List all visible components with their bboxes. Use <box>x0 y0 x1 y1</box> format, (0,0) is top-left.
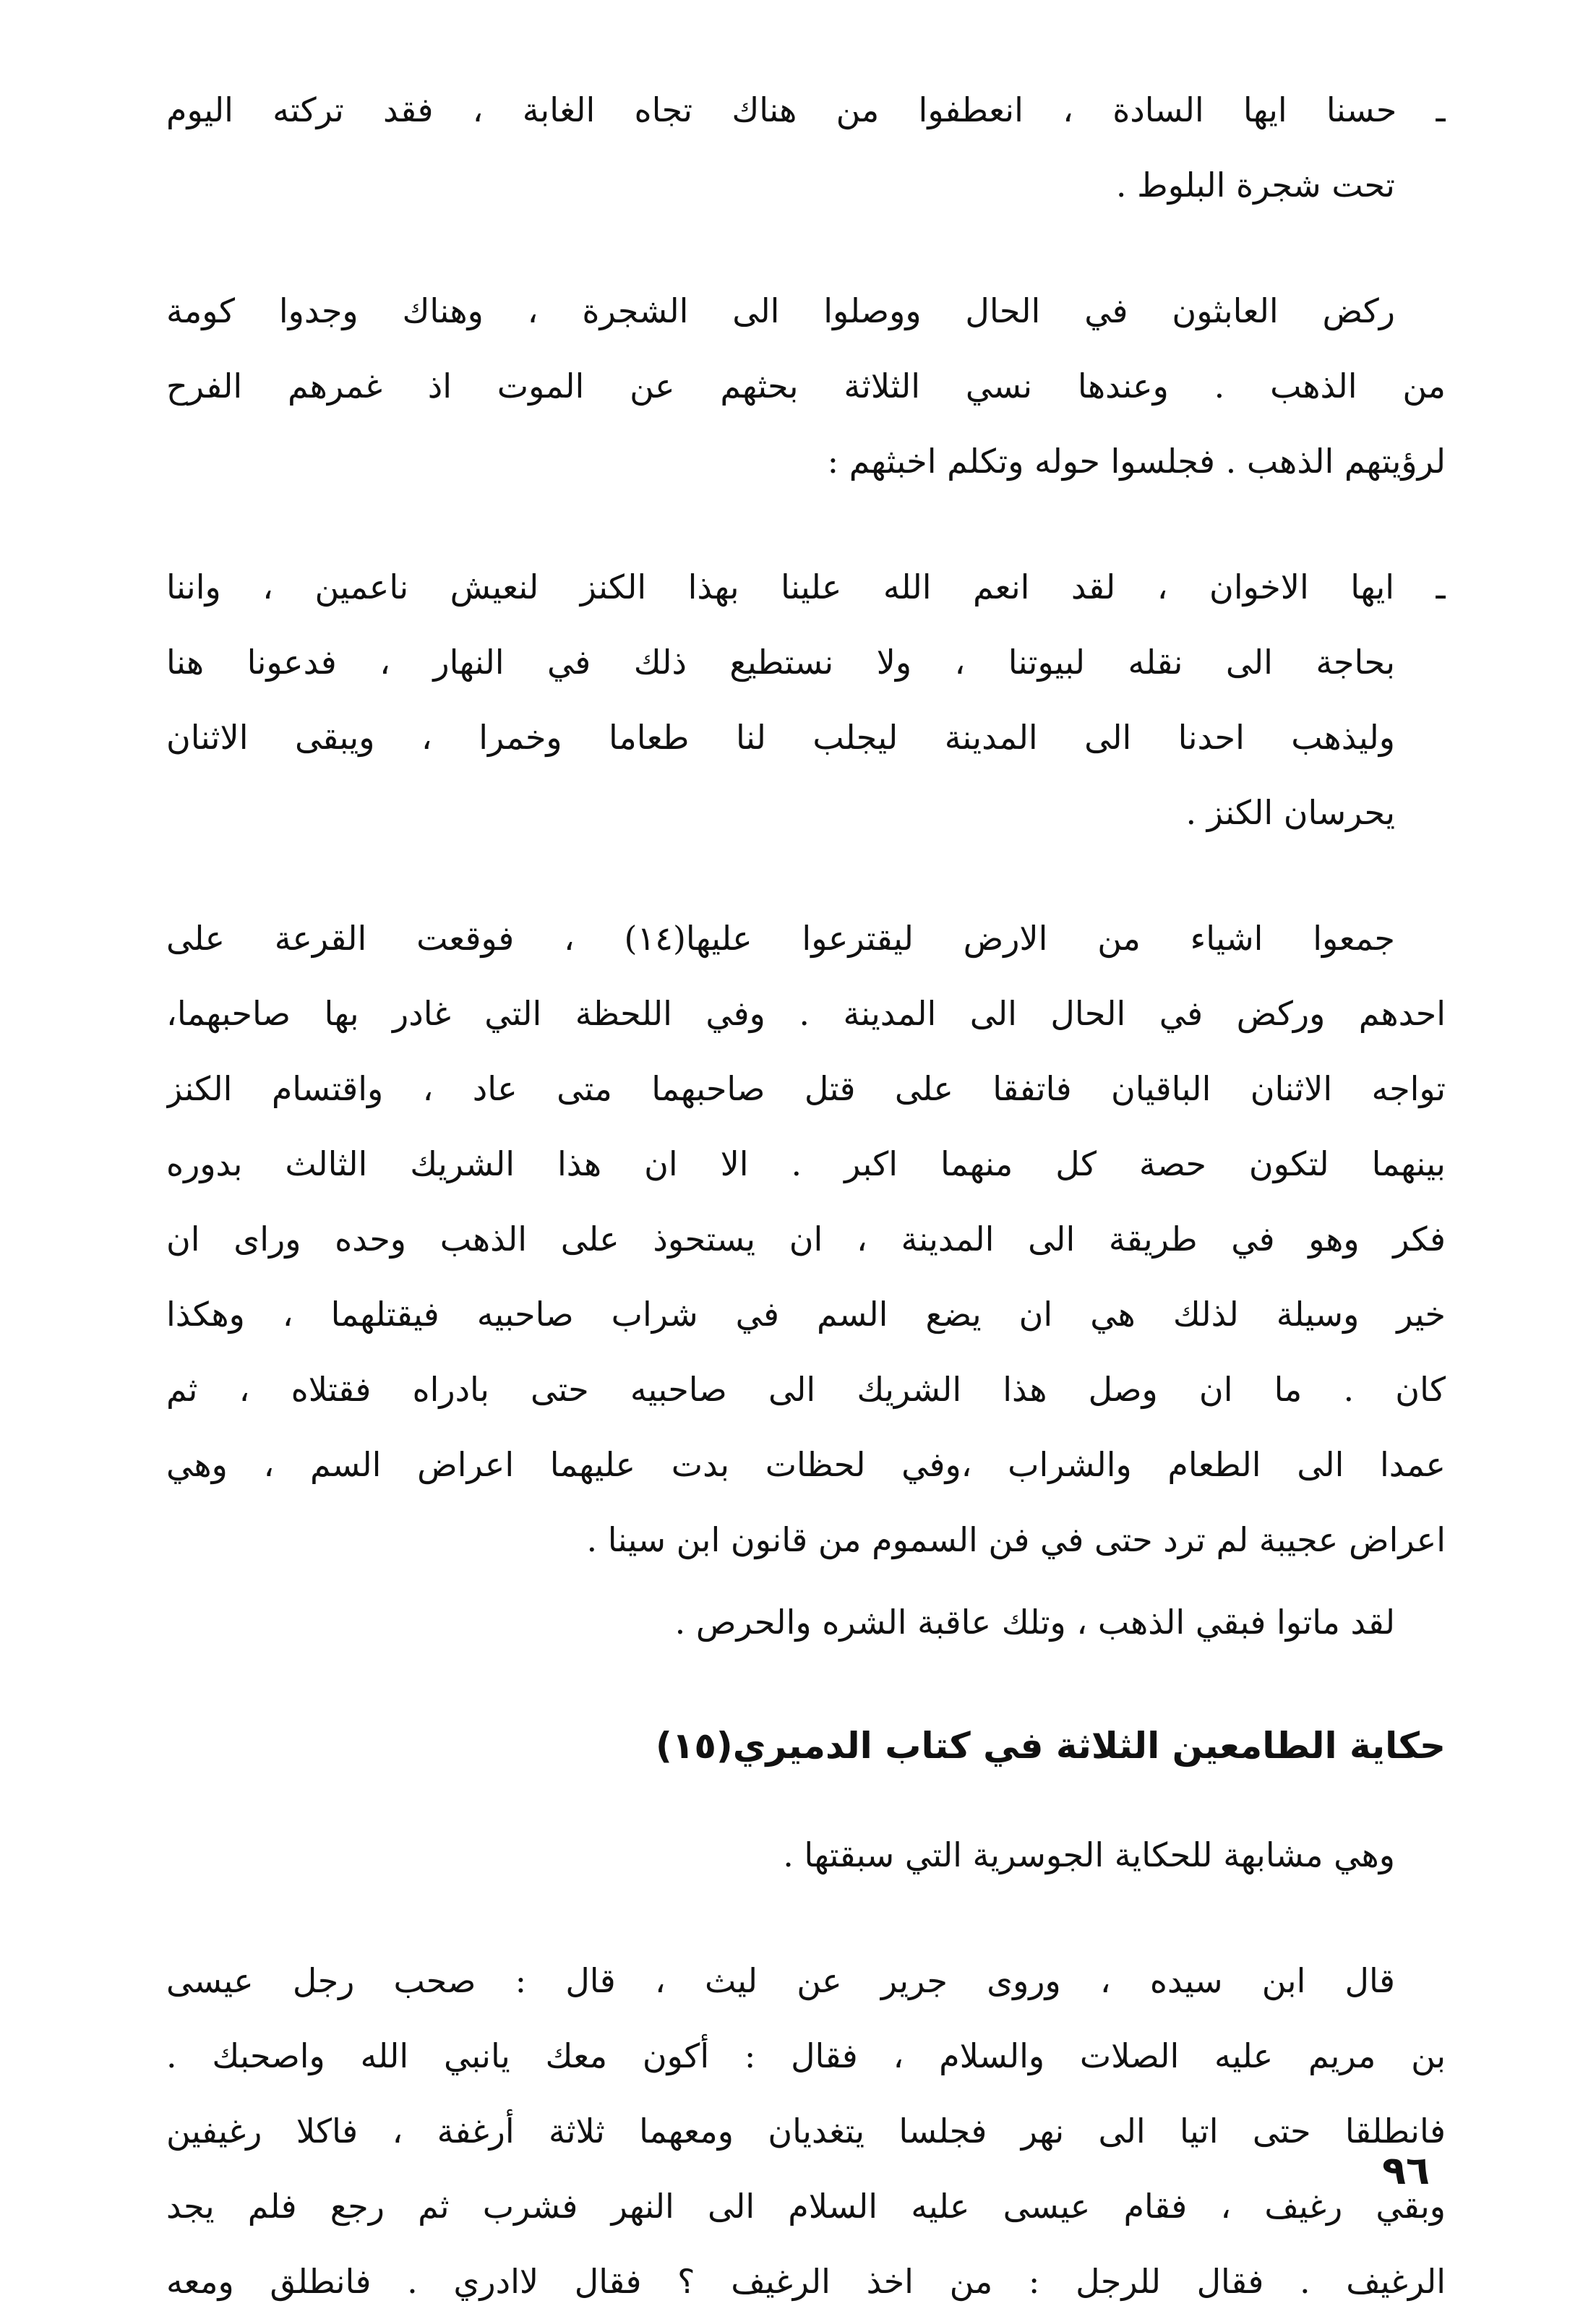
text-line: قال ابن سيده ، وروى جرير عن ليث ، قال : صحب رجل عيسى <box>166 1961 1395 2000</box>
text-line: كان . ما ان وصل هذا الشريك الى صاحبيه حتى بادراه فقتلاه ، ثم <box>166 1370 1446 1409</box>
text-line: لرؤيتهم الذهب . فجلسوا حوله وتكلم اخبثهم : <box>827 442 1446 481</box>
text-line: بن مريم عليه الصلات والسلام ، فقال : أكون معك يانبي الله واصحبك . <box>166 2036 1446 2075</box>
text-line: خير وسيلة لذلك هي ان يضع السم في شراب صاحبيه فيقتلهما ، وهكذا <box>166 1295 1446 1334</box>
paragraph-5 <box>166 1943 1446 2319</box>
text-line: تحت شجرة البلوط . <box>1115 166 1395 205</box>
text-line: بينهما لتكون حصة كل منهما اكبر . الا ان هذا الشريك الثالث بدوره <box>166 1144 1446 1183</box>
dialogue-paragraph-1 <box>166 72 1446 223</box>
section-heading: حكاية الطامعين الثلاثة في كتاب الدميري(١٥) <box>655 1725 1446 1767</box>
text-line: من الذهب . وعندها نسي الثلاثة بحثهم عن الموت اذ غمرهم الفرح <box>166 367 1446 406</box>
text-line: فكر وهو في طريقة الى المدينة ، ان يستحوذ على الذهب وحده وراى ان <box>166 1219 1446 1259</box>
text-line: وهي مشابهة للحكاية الجوسرية التي سبقتها . <box>783 1835 1395 1874</box>
text-line: تواجه الاثنان الباقيان فاتفقا على قتل صاحبهما متى عاد ، واقتسام الكنز <box>166 1069 1446 1108</box>
text-line: عمدا الى الطعام والشراب ،وفي لحظات بدت عليهما اعراض السم ، وهي <box>166 1445 1446 1484</box>
paragraph-4 <box>166 1817 1446 1893</box>
text-line: فانطلقا حتى اتيا الى نهر فجلسا يتغديان ومعهما ثلاثة أرغفة ، فاكلا رغيفين <box>166 2112 1446 2151</box>
text-line: ـ ايها الاخوان ، لقد انعم الله علينا بهذا الكنز لنعيش ناعمين ، واننا <box>166 567 1446 606</box>
text-line: الرغيف . فقال للرجل : من اخذ الرغيف ؟ فقال لاادري . فانطلق ومعه <box>166 2262 1446 2301</box>
paragraph-2 <box>166 901 1446 1577</box>
text-line: بحاجة الى نقله لبيوتنا ، ولا نستطيع ذلك في النهار ، فدعونا هنا <box>166 643 1395 682</box>
page-number: ٩٦ <box>1382 2148 1430 2193</box>
dialogue-paragraph-2 <box>166 549 1446 850</box>
text-line: ركض العابثون في الحال ووصلوا الى الشجرة ، وهناك وجدوا كومة <box>166 291 1395 330</box>
text-line: ـ حسنا ايها السادة ، انعطفوا من هناك تجاه الغابة ، فقد تركته اليوم <box>166 90 1446 129</box>
text-line: وليذهب احدنا الى المدينة ليجلب لنا طعاما وخمرا ، ويبقى الاثنان <box>166 718 1395 757</box>
paragraph-1 <box>166 273 1446 499</box>
text-line: اعراض عجيبة لم ترد حتى في فن السموم من قانون ابن سينا . <box>586 1520 1446 1559</box>
text-line: جمعوا اشياء من الارض ليقترعوا عليها(١٤) ، فوقعت القرعة على <box>166 919 1395 958</box>
text-line: لقد ماتوا فبقي الذهب ، وتلك عاقبة الشره والحرص . <box>674 1603 1395 1642</box>
text-line: وبقي رغيف ، فقام عيسى عليه السلام الى النهر فشرب ثم رجع فلم يجد <box>166 2187 1446 2226</box>
text-line: يحرسان الكنز . <box>1185 793 1395 832</box>
paragraph-3 <box>166 1585 1446 1660</box>
text-line: احدهم وركض في الحال الى المدينة . وفي اللحظة التي غادر بها صاحبهما، <box>166 994 1446 1033</box>
